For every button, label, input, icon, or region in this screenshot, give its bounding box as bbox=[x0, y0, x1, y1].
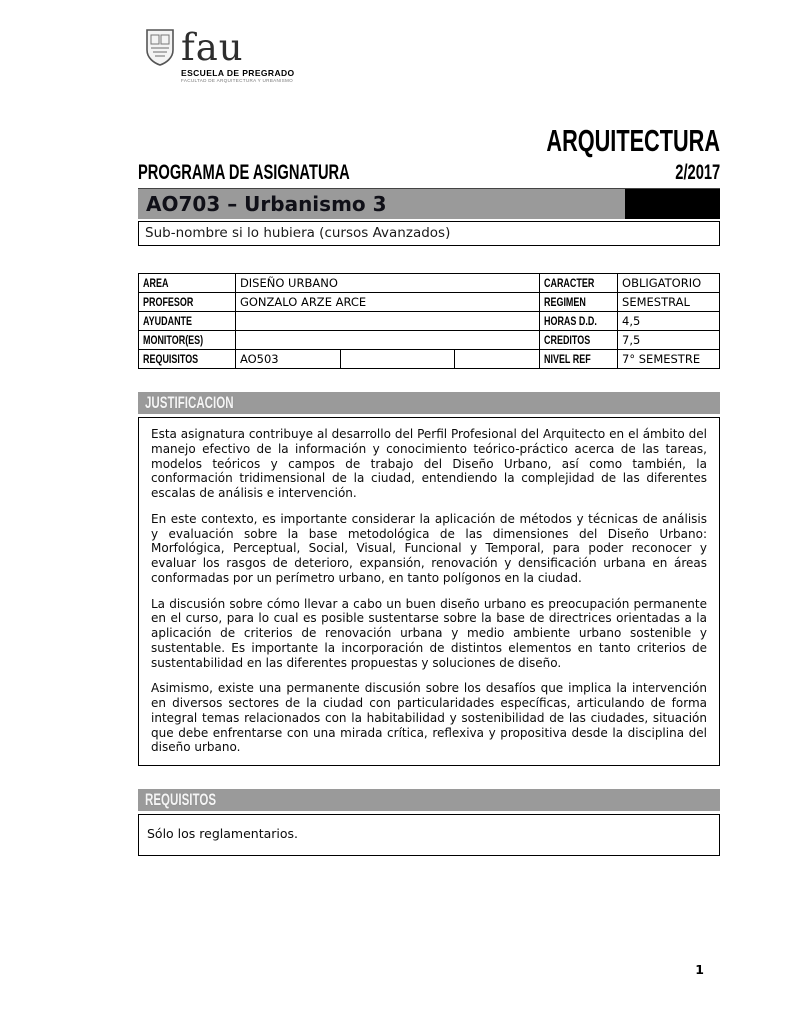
term-label: 2/2017 bbox=[675, 161, 720, 184]
row-label: REQUISITOS bbox=[139, 350, 236, 369]
requisitos-header-bar bbox=[138, 789, 720, 811]
page-number: 1 bbox=[695, 962, 704, 977]
row-label: MONITOR(ES) bbox=[139, 331, 236, 350]
requisitos-body: Sólo los reglamentarios. bbox=[147, 826, 299, 841]
row-value: AO503 bbox=[235, 350, 340, 369]
row-label2: REGIMEN bbox=[540, 293, 618, 312]
row-value bbox=[235, 331, 539, 350]
course-title-bar bbox=[138, 188, 720, 219]
table-row bbox=[139, 293, 720, 312]
row-label2: NIVEL REF bbox=[540, 350, 618, 369]
row-label: AYUDANTE bbox=[139, 312, 236, 331]
row-value2: 4,5 bbox=[618, 312, 720, 331]
row-value2: 7,5 bbox=[618, 331, 720, 350]
row-empty-cell bbox=[340, 350, 455, 369]
row-value: DISEÑO URBANO bbox=[235, 274, 539, 293]
document-content bbox=[138, 124, 720, 856]
requisitos-heading: REQUISITOS bbox=[145, 791, 217, 809]
row-value2: 7° SEMESTRE bbox=[618, 350, 720, 369]
justification-paragraph: En este contexto, es importante considerar la aplicación de métodos y técnicas de análisis y evaluación sobre la base metodológica de las dimensiones del Diseño Urbano: Morfológica, Perceptual, Social, Visual, Funcional y Temporal, para poder reconocer y evaluar los rasgos de deterioro, expansión, renovación y densificación urbana en áreas conformadas por un perímetro urbano, en tanto polígonos en la ciudad. bbox=[151, 511, 707, 585]
course-info-table bbox=[138, 273, 720, 369]
course-subname: Sub-nombre si lo hubiera (cursos Avanzados) bbox=[138, 221, 720, 246]
program-header-row bbox=[138, 161, 720, 185]
row-value2: SEMESTRAL bbox=[618, 293, 720, 312]
table-row bbox=[139, 274, 720, 293]
justification-paragraph: La discusión sobre cómo llevar a cabo un buen diseño urbano es preocupación permanente en el curso, para lo cual es posible sustentarse sobre la base de directrices orientadas a la aplicación de criterios de renovación urbana y medio ambiente urbano sostenible y sustentable. Es importante la incorporación de distintos elementos en tanto criterios de sustentabilidad en las diferentes propuestas y soluciones de diseño. bbox=[151, 596, 707, 670]
fau-logo bbox=[145, 26, 295, 83]
faculty-title: ARQUITECTURA bbox=[546, 123, 720, 158]
justification-box bbox=[138, 417, 720, 766]
table-row bbox=[139, 312, 720, 331]
row-value2: OBLIGATORIO bbox=[618, 274, 720, 293]
title-black-block bbox=[625, 189, 720, 219]
row-label: AREA bbox=[139, 274, 236, 293]
justification-paragraph: Asimismo, existe una permanente discusión sobre los desafíos que implica la intervención en diversos sectores de la ciudad con particularidades específicas, articulando de forma integral temas relacionados con la habitabilidad y sostenibilidad de las ciudades, situación que debe enfrentarse con una mirada crítica, reflexiva y propositiva desde la disciplina del diseño urbano. bbox=[151, 681, 707, 755]
faculty-title-row bbox=[138, 124, 720, 158]
requisitos-box bbox=[138, 814, 720, 856]
table-row bbox=[139, 350, 720, 369]
row-label2: CREDITOS bbox=[540, 331, 618, 350]
justification-heading: JUSTIFICACION bbox=[145, 394, 234, 412]
program-label: PROGRAMA DE ASIGNATURA bbox=[138, 161, 350, 184]
university-shield-icon bbox=[145, 28, 175, 66]
table-row bbox=[139, 331, 720, 350]
justification-paragraph: Esta asignatura contribuye al desarrollo del Perfil Profesional del Arquitecto en el ámbito del manejo efectivo de la información y conocimiento teórico-práctico acerca de las tareas, modelos teóricos y campos de trabajo del Diseño Urbano, así como también, la conformación tridimensional de la ciudad, entendiendo la complejidad de las diferentes escalas de análisis e intervención. bbox=[151, 427, 707, 500]
course-title: AO703 – Urbanismo 3 bbox=[138, 189, 625, 219]
row-empty-cell bbox=[455, 350, 540, 369]
logo-brand: fau bbox=[181, 26, 244, 69]
justification-header-bar bbox=[138, 392, 720, 414]
row-label2: CARACTER bbox=[540, 274, 618, 293]
logo-school: ESCUELA DE PREGRADO bbox=[181, 68, 295, 78]
row-label: PROFESOR bbox=[139, 293, 236, 312]
row-label2: HORAS D.D. bbox=[540, 312, 618, 331]
row-value bbox=[235, 312, 539, 331]
row-value: GONZALO ARZE ARCE bbox=[235, 293, 539, 312]
logo-texts bbox=[181, 28, 295, 83]
logo-subtext: FACULTAD DE ARQUITECTURA Y URBANISMO bbox=[181, 78, 294, 83]
